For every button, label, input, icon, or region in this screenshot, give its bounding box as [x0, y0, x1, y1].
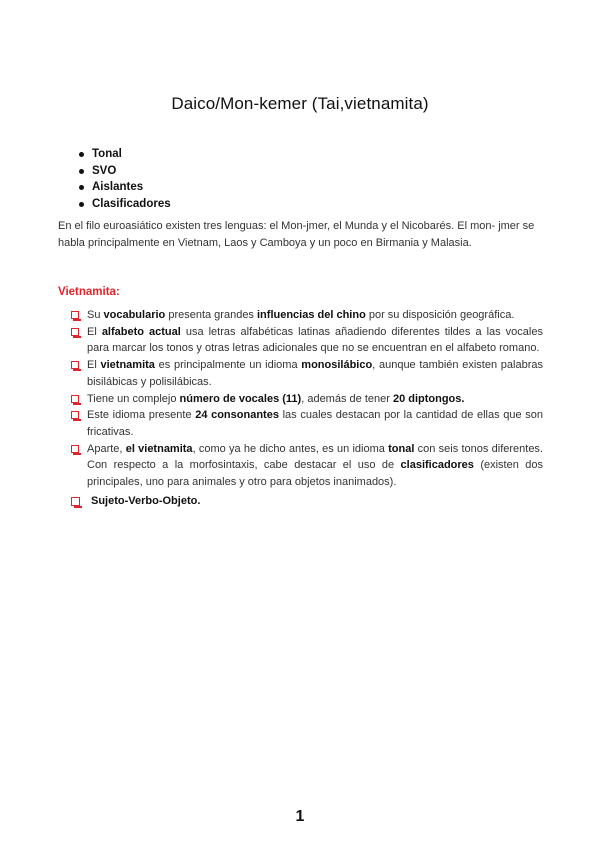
bold-term: el vietnamita — [125, 442, 193, 455]
feature-item: SVO — [76, 163, 171, 180]
bold-term: influencias del chino — [257, 309, 366, 321]
fact-item: El vietnamita es principalmente un idioma monosilábico, aunque también existen palabras bisilábicas y polisilábicas. — [71, 357, 543, 390]
bold-term: monosilábico — [301, 359, 373, 372]
page-number: 1 — [295, 808, 305, 825]
bold-term: alfabeto actual — [101, 325, 181, 338]
feature-list — [76, 146, 171, 212]
checkbox-bullet-icon — [71, 328, 79, 336]
intro-paragraph: En el filo euroasiático existen tres lenguas: el Mon-jmer, el Munda y el Nicobarés. El mon- jmer se habla principalmente en Vietnam, Laos y Camboya y un poco en Birmania y Malasia. — [58, 220, 535, 249]
fact-item: Aparte, el vietnamita, como ya he dicho antes, es un idioma tonal con seis tonos diferentes. Con respecto a la morfosintaxis, cabe destacar el uso de clasificadores (existen dos principales, uno para animales y otro para objetos inanimados). — [71, 441, 543, 491]
bold-term: 20 diptongos. — [392, 392, 465, 405]
checkbox-bullet-icon — [71, 361, 79, 369]
page-title: Daico/Mon-kemer (Tai,vietnamita) — [171, 94, 429, 113]
bold-term: vietnamita — [100, 359, 155, 372]
checkbox-bullet-icon — [71, 497, 80, 506]
fact-item: Tiene un complejo número de vocales (11), además de tener 20 diptongos. — [71, 391, 543, 408]
bold-term: clasificadores — [400, 459, 474, 472]
bullet-icon — [79, 202, 84, 207]
checkbox-bullet-icon — [71, 445, 79, 453]
feature-item: Clasificadores — [76, 196, 171, 213]
checkbox-bullet-icon — [71, 411, 79, 419]
feature-item: Tonal — [76, 146, 171, 163]
fact-list — [71, 307, 543, 509]
bullet-icon — [79, 169, 84, 174]
fact-item: Este idioma presente 24 consonantes las cuales destacan por la cantidad de ellas que son fricativas. — [71, 407, 543, 440]
bold-term: tonal — [388, 442, 415, 455]
bullet-icon — [79, 185, 84, 190]
bold-term: vocabulario — [103, 309, 166, 321]
fact-item: Su vocabulario presenta grandes influencias del chino por su disposición geográfica. — [71, 307, 543, 324]
feature-item: Aislantes — [76, 179, 171, 196]
bullet-icon — [79, 152, 84, 157]
section-heading-vietnamita: Vietnamita: — [58, 286, 120, 298]
checkbox-bullet-icon — [71, 395, 79, 403]
fact-item: El alfabeto actual usa letras alfabéticas latinas añadiendo diferentes tildes a las vocales para marcar los tonos y otras letras adicionales que no se encuentran en el alfabeto romano. — [71, 324, 543, 357]
bold-term: 24 consonantes — [195, 409, 279, 422]
checkbox-bullet-icon — [71, 311, 79, 319]
bold-term: número de vocales (11) — [179, 392, 302, 405]
fact-item-word-order: Sujeto-Verbo-Objeto. — [71, 493, 543, 510]
